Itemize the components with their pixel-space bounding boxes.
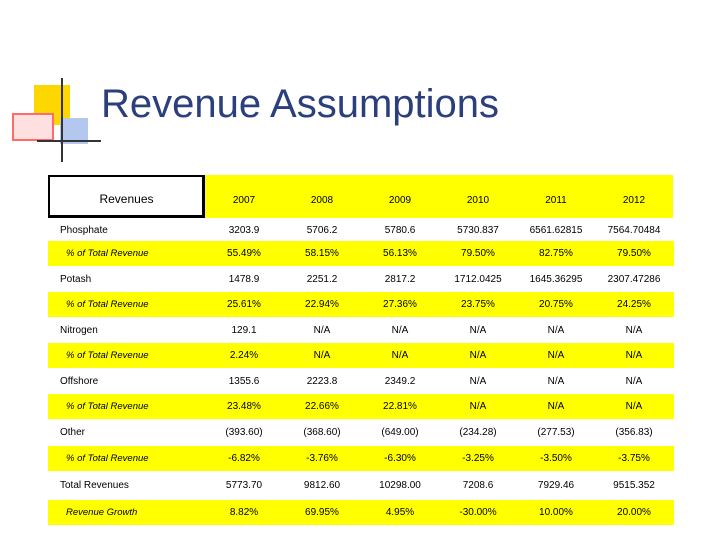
table-cell: 58.15% — [305, 248, 339, 259]
table-cell: N/A — [469, 376, 487, 387]
year-header-2007: 2007 — [205, 175, 283, 218]
table-cell: 2223.8 — [306, 376, 338, 387]
table-cell: 22.94% — [305, 299, 339, 310]
year-header-2008: 2008 — [283, 175, 361, 218]
table-cell: N/A — [469, 325, 487, 336]
row-label: Offshore — [60, 376, 99, 387]
table-row — [48, 267, 674, 292]
table-row — [48, 420, 674, 445]
table-cell: 7208.6 — [462, 480, 494, 491]
row-label: Nitrogen — [60, 325, 98, 336]
logo-red-square — [12, 113, 54, 141]
table-cell: -6.30% — [384, 453, 416, 464]
table-cell: N/A — [547, 325, 565, 336]
table-cell: 25.61% — [227, 299, 261, 310]
logo-horizontal-line — [37, 140, 101, 142]
table-cell: N/A — [391, 325, 409, 336]
table-cell: (393.60) — [225, 427, 263, 438]
row-label: Potash — [60, 274, 92, 285]
table-cell: N/A — [313, 350, 331, 361]
table-cell: N/A — [625, 350, 643, 361]
row-label: % of Total Revenue — [66, 299, 149, 310]
table-cell: 79.50% — [461, 248, 495, 259]
table-row — [48, 500, 674, 525]
table-cell: 4.95% — [385, 507, 415, 518]
table-cell: 22.81% — [383, 401, 417, 412]
table-cell: 5773.70 — [225, 480, 263, 491]
year-header-2009: 2009 — [361, 175, 439, 218]
row-label: % of Total Revenue — [66, 248, 149, 259]
table-row — [48, 343, 674, 368]
table-cell: (234.28) — [459, 427, 497, 438]
table-cell: 1712.0425 — [454, 274, 502, 285]
table-cell: N/A — [547, 401, 565, 412]
table-cell: -30.00% — [459, 507, 497, 518]
table-cell: N/A — [469, 401, 487, 412]
table-cell: 10298.00 — [379, 480, 421, 491]
table-cell: -3.25% — [462, 453, 494, 464]
table-cell: 5706.2 — [306, 225, 338, 236]
row-label: Total Revenues — [60, 480, 129, 491]
table-cell: -3.50% — [540, 453, 572, 464]
table-cell: 22.66% — [305, 401, 339, 412]
table-cell: (277.53) — [537, 427, 575, 438]
table-cell: 5730.837 — [457, 225, 499, 236]
revenue-table — [48, 175, 674, 525]
table-cell: (649.00) — [381, 427, 419, 438]
table-row — [48, 241, 674, 266]
table-row — [48, 218, 674, 243]
table-cell: 20.75% — [539, 299, 573, 310]
table-cell: 1478.9 — [228, 274, 260, 285]
table-cell: 2.24% — [229, 350, 259, 361]
table-cell: 7929.46 — [537, 480, 575, 491]
year-header-2010: 2010 — [439, 175, 517, 218]
table-cell: -3.75% — [618, 453, 650, 464]
table-row — [48, 394, 674, 419]
table-cell: N/A — [625, 325, 643, 336]
table-cell: N/A — [313, 325, 331, 336]
slide-title: Revenue Assumptions — [101, 82, 500, 126]
table-cell: 9812.60 — [303, 480, 341, 491]
table-row — [48, 446, 674, 471]
slide-logo-decoration — [0, 0, 110, 170]
row-label: Phosphate — [60, 225, 108, 236]
table-cell: N/A — [469, 350, 487, 361]
table-cell: 1645.36295 — [529, 274, 583, 285]
table-cell: N/A — [547, 350, 565, 361]
table-cell: 27.36% — [383, 299, 417, 310]
table-cell: 5780.6 — [384, 225, 416, 236]
table-cell: -3.76% — [306, 453, 338, 464]
table-cell: (368.60) — [303, 427, 341, 438]
table-cell: 6561.62815 — [529, 225, 583, 236]
table-cell: N/A — [625, 376, 643, 387]
table-cell: 23.75% — [461, 299, 495, 310]
row-label: Other — [60, 427, 86, 438]
table-row — [48, 369, 674, 394]
table-cell: 1355.6 — [228, 376, 260, 387]
table-cell: 7564.70484 — [607, 225, 661, 236]
table-cell: 9515.352 — [613, 480, 655, 491]
table-cell: 79.50% — [617, 248, 651, 259]
table-cell: 56.13% — [383, 248, 417, 259]
row-label: % of Total Revenue — [66, 350, 149, 361]
table-cell: 2817.2 — [384, 274, 416, 285]
table-row — [48, 318, 674, 343]
table-cell: 8.82% — [229, 507, 259, 518]
year-header-2012: 2012 — [595, 175, 673, 218]
row-label: % of Total Revenue — [66, 401, 149, 412]
table-cell: N/A — [391, 350, 409, 361]
table-cell: 129.1 — [231, 325, 257, 336]
table-cell: 23.48% — [227, 401, 261, 412]
table-cell: (356.83) — [615, 427, 653, 438]
year-header-2011: 2011 — [517, 175, 595, 218]
row-label: % of Total Revenue — [66, 453, 149, 464]
table-cell: 10.00% — [539, 507, 573, 518]
table-cell: 3203.9 — [228, 225, 260, 236]
logo-vertical-line — [61, 78, 63, 162]
table-row — [48, 473, 674, 498]
table-cell: 2251.2 — [306, 274, 338, 285]
table-cell: 24.25% — [617, 299, 651, 310]
table-row — [48, 292, 674, 317]
table-cell: 2307.47286 — [607, 274, 661, 285]
table-cell: N/A — [547, 376, 565, 387]
table-cell: -6.82% — [228, 453, 260, 464]
table-cell: 82.75% — [539, 248, 573, 259]
table-cell: 20.00% — [617, 507, 651, 518]
table-cell: 55.49% — [227, 248, 261, 259]
header-label: Revenues — [99, 192, 154, 206]
table-cell: 2349.2 — [384, 376, 416, 387]
table-cell: 69.95% — [305, 507, 339, 518]
row-label: Revenue Growth — [66, 507, 138, 518]
table-cell: N/A — [625, 401, 643, 412]
